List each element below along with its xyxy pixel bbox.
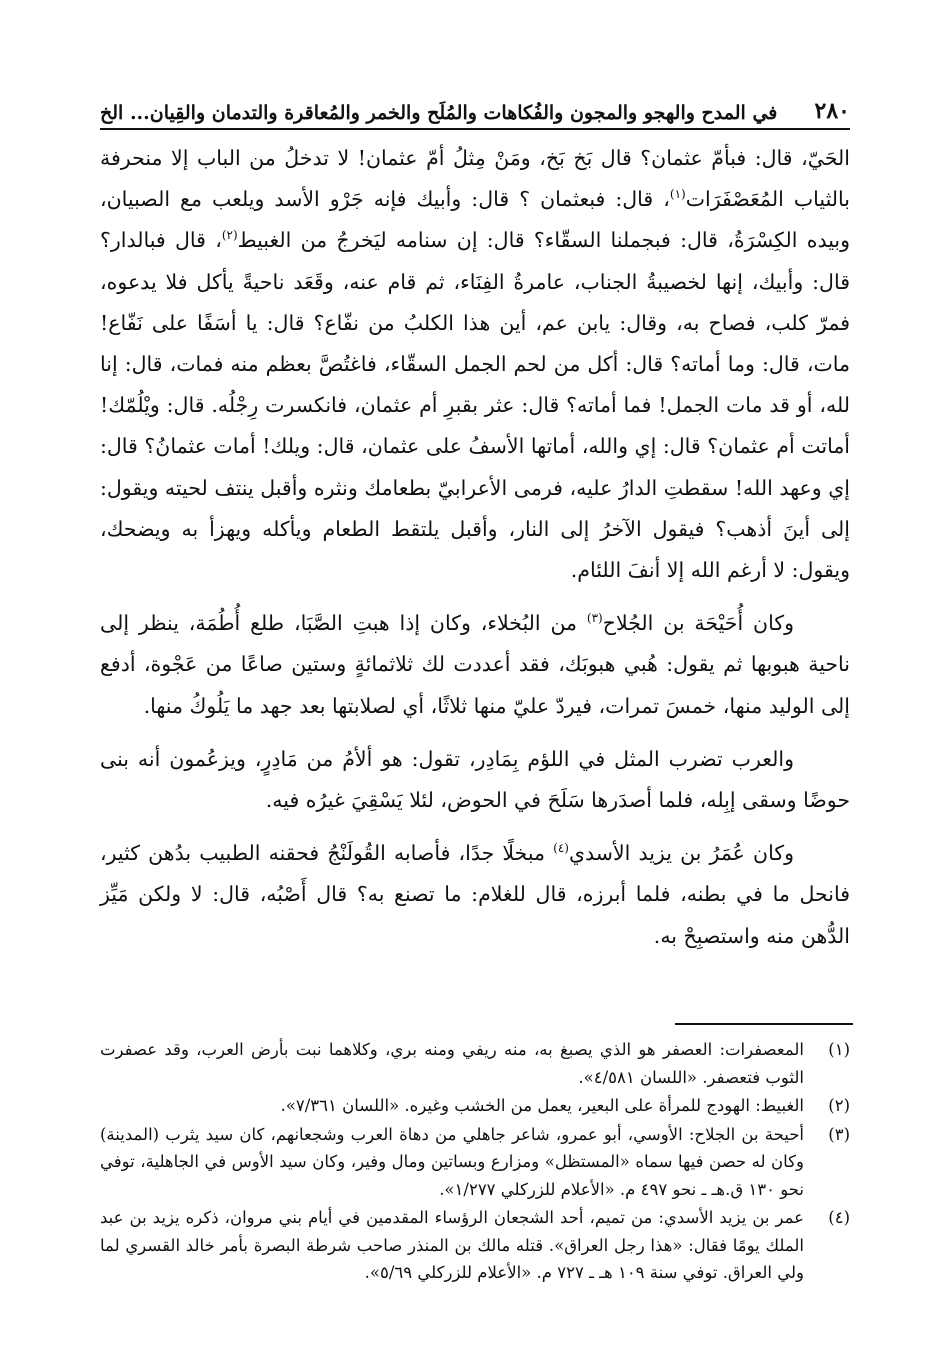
paragraph-1-text: الحَيّ، قال: فبأمّ عثمان؟ قال بَخ بَخ، ومَنْ مِثلُ أمّ عثمان! لا تدخلُ من الباب إلا منحرفة بالثياب المُعَصْفَرَات: [100, 146, 850, 212]
footnote-1: [100, 1036, 850, 1091]
footnote-4: [100, 1204, 850, 1287]
footnote-separator: [675, 1023, 853, 1025]
footnote-ref-2: (٢): [221, 228, 238, 243]
paragraph-1: [100, 138, 850, 591]
paragraph-2: [100, 603, 850, 727]
footnote-number: (٤): [828, 1208, 850, 1227]
footnote-text: أحيحة بن الجلاح: الأوسي، أبو عمرو، شاعر جاهلي من دهاة العرب وشجعانهم، كان سيد يثرب (المدينة) وكان له حصن فيها سماه «المستظل» ومزارع وبساتين ومال وفير، وكان سيد الأوس في الجاهلية، توفي نحو ١٣٠ ق.هـ ـ نحو ٤٩٧ م. «الأعلام للزركلي ١/٢٧٧».: [100, 1124, 804, 1199]
page-number: ٢٨٠: [814, 98, 850, 124]
footnote-ref-3: (٣): [586, 611, 603, 626]
footnote-2: [100, 1092, 850, 1120]
paragraph-3: [100, 739, 850, 821]
page-header: [100, 86, 850, 130]
footnote-3: [100, 1121, 850, 1204]
paragraph-4-text: وكان عُمَرُ بن يزيد الأسدي: [568, 841, 794, 866]
paragraph-1-text-3: ، قال فبالدار؟ قال: وأبيك، إنها لخصيبةُ الجناب، عامرةُ الفِنَاء، ثم قام عنه، وقَعَد ناحيةً يأكل فلا يدعوه، فمرّ كلب، فصاح به، وقال: يابن عم، أين هذا الكلبُ من نفّاع؟ قال: يا أسَفًا على نَفّاع! مات، قال: وما أماته؟ قال: أكل من لحم الجمل السقّاء، فاغتُصَّ بعظم منه فمات، قال: إنا لله، أو قد مات الجمل! فما أماته؟ قال: عثر بقبرِ أم عثمان، فانكسرت رِجْلُه. قال: ويْلُمّك! أماتت أم عثمان؟ قال: إي والله، أماتها الأسفُ على عثمان، قال: ويلك! أمات عثمانُ؟ قال: إي وعهد الله! سقطتِ الدارُ عليه، فرمى الأعرابيّ بطعامك ونثره وأقبل ينتف لحيته ويقول: إلى أينَ أذهب؟ فيقول الآخرُ إلى النار، وأقبل يلتقط الطعام ويأكله ويهزأ به ويضحك، ويقول: لا أرغم الله إلا أنفَ اللئام.: [100, 228, 850, 583]
paragraph-4: [100, 833, 850, 957]
footnote-text: عمر بن يزيد الأسدي: من تميم، أحد الشجعان الرؤساء المقدمين في أيام بني مروان، ذكره يزيد بن عبد الملك يومًا فقال: «هذا رجل العراق». قتله مالك بن المنذر صاحب شرطة البصرة بأمر خالد القسري لما ولي العراق. توفي سنة ١٠٩ هـ ـ ٧٢٧ م. «الأعلام للزركلي ٥/٦٩».: [100, 1208, 804, 1282]
paragraph-1-text-2: ، قال: فبعثمان ؟ قال: وأبيك فإنه جَرْو الأسد ويلعب مع الصبيان، وبيده الكِسْرَةُ، قال: فبجملنا السقّاء؟ قال: إن سنامه ليَخرجُ من الغبيط: [100, 187, 850, 253]
footnote-ref-4: (٤): [553, 841, 569, 856]
footnote-number: (٢): [828, 1096, 850, 1115]
paragraph-2-text-2: من البُخلاء، وكان إذا هبتِ الصَّبَا، طلع أُطُمَة، ينظر إلى ناحية هبوبها ثم يقول: هُبي هبوبَك، فقد أعددت لك ثلاثمائةٍ وستين صاعًا من عَجْوة، أدفع إلى الوليد منها، خمسَ تمرات، فيردّ عليّ منها ثلاثًا، أي لصلابتها بعد جهد ما يَلُوكُ منها.: [100, 611, 850, 718]
footnote-number: (٣): [828, 1124, 850, 1144]
paragraph-4-text-2: مبخلًا جدًا، فأصابه القُولَنْجُ فحقنه الطبيب بدُهن كثير، فانحل ما في بطنه، فلما أبرزه، قال للغلام: ما تصنع به؟ قال أَصْبُه، قال: لا ولكن مَيِّز الدُّهن منه واستصبِحْ به.: [100, 841, 850, 948]
footnote-text: المعصفرات: العصفر هو الذي يصبغ به، منه ريفي ومنه بري، وكلاهما نبت بأرض العرب، وقد عصفرت الثوب فتعصفر. «اللسان ٤/٥٨١».: [100, 1040, 804, 1087]
paragraph-3-text: والعرب تضرب المثل في اللؤم بِمَادِر، تقول: هو ألأمُ من مَادِرٍ، ويزعُمون أنه بنى حوضًا وسقى إبِله، فلما أصدَرها سَلَحَ في الحوض، لئلا يَسْقِيَ غيرُه فيه.: [100, 746, 850, 813]
paragraph-2-text: وكان أُحَيْحَة بن الجُلاح: [602, 611, 794, 636]
footnotes: [100, 1036, 850, 1288]
running-title: في المدح والهجو والمجون والفُكاهات والمُلَح والخمر والمُعاقرة والتدمان والقِيان... الخ: [100, 102, 778, 124]
footnote-number: (١): [828, 1040, 850, 1059]
footnote-text: الغبيط: الهودج للمرأة على البعير، يعمل من الخشب وغيره. «اللسان ٧/٣٦١».: [280, 1096, 804, 1115]
body-text: [100, 138, 850, 969]
footnote-ref-1: (١): [669, 187, 686, 202]
